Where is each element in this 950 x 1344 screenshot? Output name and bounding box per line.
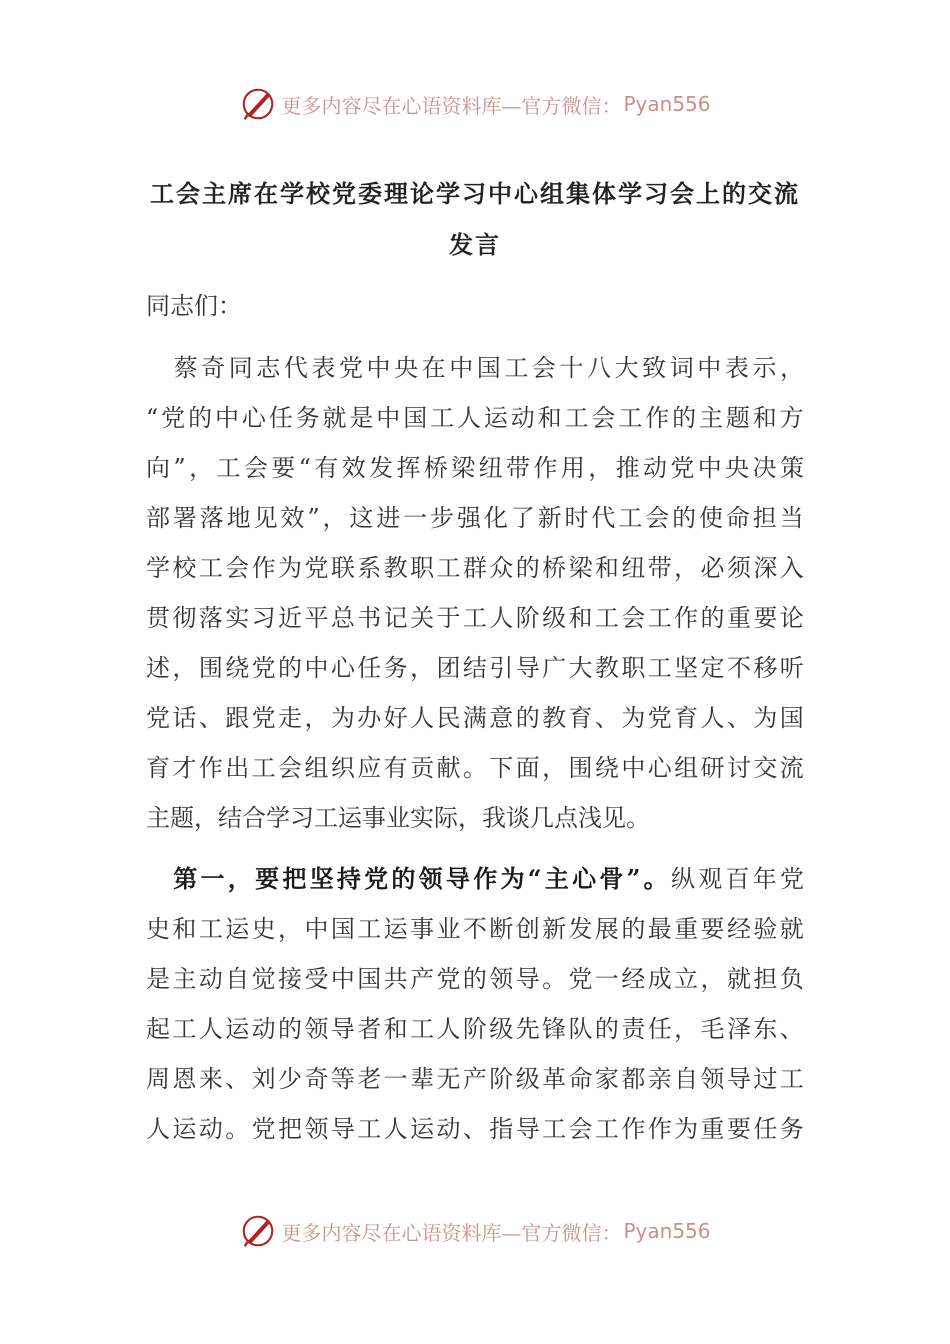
paragraph-2-line-1: 第 一 ， 要 把 坚 持 党 的 领 导 作 为 “ 主 心 骨 ” 。 纵 观 百 年 党 xyxy=(173,864,804,893)
watermark-banner-top xyxy=(0,84,950,124)
watermark-main-text: 更多内容尽在心语资料库— xyxy=(281,1220,522,1245)
paragraph-1-line-5: 学 校 工 会 作 为 党 联 系 教 职 工 群 众 的 桥 梁 和 纽 带 ， 必 须 深 入 xyxy=(146,554,804,582)
paragraph-2-line-2: 史 和 工 运 史 ， 中 国 工 运 事 业 不 断 创 新 发 展 的 最 重 要 经 验 就 xyxy=(146,915,804,943)
paragraph-2-line-4: 起 工 人 运 动 的 领 导 者 和 工 人 阶 级 先 锋 队 的 责 任 ， 毛 泽 东 、 xyxy=(146,1015,804,1043)
paragraph-1-line-8: 党 话 、 跟 党 走 ， 为 办 好 人 民 满 意 的 教 育 、 为 党 育 人 、 为 国 xyxy=(146,704,804,732)
paragraph-1-line-4: 部 署 落 地 见 效 ” ， 这 进 一 步 强 化 了 新 时 代 工 会 的 使 命 担 当 xyxy=(146,504,804,532)
watermark-wechat-id: Pyan556 xyxy=(623,1219,711,1243)
paragraph-1-line-3: 向 ” ， 工 会 要 “ 有 效 发 挥 桥 梁 纽 带 作 用 ， 推 动 党 中 央 决 策 xyxy=(146,454,804,482)
paragraph-2-line-6: 人 运 动 。 党 把 领 导 工 人 运 动 、 指 导 工 会 工 作 作 为 重 要 任 务 xyxy=(146,1115,804,1143)
watermark-wechat-id: Pyan556 xyxy=(623,92,711,116)
quill-logo-icon xyxy=(239,1212,277,1250)
watermark-wechat-label: 官方微信： xyxy=(521,93,622,118)
paragraph-1-line-7: 述 ， 围 绕 党 的 中 心 任 务 ， 团 结 引 导 广 大 教 职 工 坚 定 不 移 听 xyxy=(146,654,804,682)
document-title-line-1: 工会主席在学校党委理论学习中心组集体学习会上的交流 xyxy=(150,179,800,208)
paragraph-1-line-2: “ 党 的 中 心 任 务 就 是 中 国 工 人 运 动 和 工 会 工 作 的 主 题 和 方 xyxy=(146,404,804,432)
paragraph-2-line-3: 是 主 动 自 觉 接 受 中 国 共 产 党 的 领 导 。 党 一 经 成 立 ， 就 担 负 xyxy=(146,965,804,993)
salutation: 同志们： xyxy=(146,292,242,320)
paragraph-1-line-9: 育 才 作 出 工 会 组 织 应 有 贡 献 。 下 面 ， 围 绕 中 心 组 研 讨 交 流 xyxy=(146,754,804,782)
paragraph-1-line-10: 主题，结合学习工运事业实际，我谈几点浅见。 xyxy=(146,804,650,832)
paragraph-1-line-1: 蔡 奇 同 志 代 表 党 中 央 在 中 国 工 会 十 八 大 致 词 中 表 示 ， xyxy=(173,354,804,382)
watermark-main-text: 更多内容尽在心语资料库— xyxy=(281,93,522,118)
document-title-line-2: 发言 xyxy=(449,230,501,259)
quill-logo-icon xyxy=(239,85,277,123)
paragraph-2-line-5: 周 恩 来 、 刘 少 奇 等 老 一 辈 无 产 阶 级 革 命 家 都 亲 自 领 导 过 工 xyxy=(146,1065,804,1093)
paragraph-1-line-6: 贯 彻 落 实 习 近 平 总 书 记 关 于 工 人 阶 级 和 工 会 工 作 的 重 要 论 xyxy=(146,604,804,632)
watermark-banner-bottom xyxy=(0,1211,950,1251)
watermark-wechat-label: 官方微信： xyxy=(521,1220,622,1245)
